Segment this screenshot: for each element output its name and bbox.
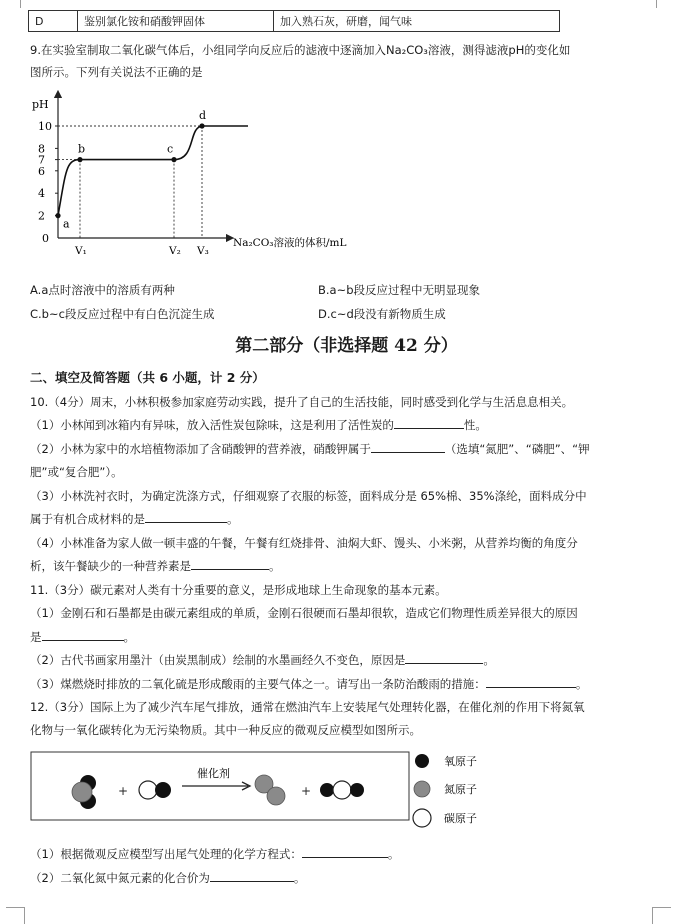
- answer-blank[interactable]: [302, 847, 388, 858]
- q10-p1-suffix: 性。: [463, 418, 487, 432]
- q10-p1-text: （1）小林闻到冰箱内有异味，放入活性炭包除味，这是利用了活性炭的: [30, 418, 394, 432]
- oxygen-atom-legend-icon: [415, 754, 429, 768]
- plus-sign: +: [301, 784, 312, 798]
- section-heading: 二、填空及简答题（共 6 小题，计 2 分）: [30, 370, 265, 385]
- answer-blank[interactable]: [394, 418, 464, 429]
- point-label-a: a: [63, 217, 70, 231]
- x-tick-label: V₃: [197, 245, 209, 257]
- q12-p1-text: （1）根据微观反应模型写出尾气处理的化学方程式：: [30, 847, 302, 861]
- q12-p2-suffix: 。: [293, 871, 306, 885]
- q10-part4: （4）小林准备为家人做一顿丰盛的午餐，午餐有红烧排骨、油焖大虾、馒头、小米粥，从营养均衡的角度分: [30, 536, 578, 550]
- y-tick-label: 4: [38, 187, 45, 201]
- q10-part2: [30, 441, 590, 457]
- carbon-atom-legend-icon: [413, 809, 431, 827]
- point-label-c: c: [167, 142, 174, 156]
- option-purpose: 鉴别氯化铵和硝酸钾固体: [78, 11, 274, 32]
- point-label-b: b: [78, 142, 86, 156]
- plus-sign: +: [118, 784, 129, 798]
- q12-stem-line1: 12.（3分）国际上为了减少汽车尾气排放，通常在燃油汽车上安装尾气处理转化器，在催化剂的作用下将氮氧: [30, 700, 585, 714]
- q10-p3-text: 属于有机合成材料的是: [30, 512, 145, 526]
- q11-part2: [30, 652, 495, 668]
- q11-p1-suffix: 。: [123, 630, 135, 644]
- q11-p2-text: （2）古代书画家用墨汁（由炭黑制成）绘制的水墨画经久不变色，原因是: [30, 653, 406, 667]
- q12-p1-suffix: 。: [387, 847, 400, 861]
- crop-mark: [6, 907, 25, 924]
- legend-nitrogen: 氮原子: [444, 783, 477, 796]
- answer-blank[interactable]: [191, 559, 269, 570]
- legend-oxygen: 氧原子: [444, 755, 477, 768]
- q11-stem: 11.（3分）碳元素对人类有十分重要的意义，是形成地球上生命现象的基本元素。: [30, 583, 447, 597]
- origin-label: 0: [42, 232, 49, 245]
- option-method: 加入熟石灰，研磨，闻气味: [274, 11, 560, 32]
- q10-part3: （3）小林洗衬衣时，为确定洗涤方式，仔细观察了衣服的标签，面料成分是 65%棉、35%涤纶，面料成分中: [30, 489, 587, 503]
- data-point-a: [55, 213, 60, 218]
- q11-p3-text: （3）煤燃烧时排放的二氧化硫是形成酸雨的主要气体之一。请写出一条防治酸雨的措施：: [30, 677, 486, 691]
- q12-part1: [30, 846, 399, 862]
- product-n2-molecule: [255, 775, 285, 805]
- q9-stem-line1: 9.在实验室制取二氧化碳气体后，小组同学向反应后的滤液中逐滴加入Na₂CO₃溶液，测得滤液pH的变化如: [30, 43, 571, 57]
- point-label-d: d: [199, 109, 207, 122]
- q10-part1: [30, 417, 487, 433]
- q12-part2: [30, 870, 305, 886]
- table-row: [29, 11, 560, 32]
- q9-stem-line2: 图所示。下列有关说法不正确的是: [30, 65, 203, 79]
- product-co2-molecule: [320, 781, 364, 799]
- q11-p1-text: 是: [30, 630, 42, 644]
- data-point-d: [199, 123, 204, 128]
- y-tick-label: 6: [38, 164, 45, 178]
- answer-blank[interactable]: [405, 653, 483, 664]
- q10-p4-text: 析，该午餐缺少的一种营养素是: [30, 559, 191, 573]
- x-axis-label: Na₂CO₃溶液的体积/mL: [233, 237, 347, 249]
- nitrogen-atom-legend-icon: [414, 781, 430, 797]
- y-tick-label: 2: [38, 209, 45, 223]
- data-point-b: [77, 157, 82, 162]
- answer-blank[interactable]: [42, 630, 124, 641]
- ph-series-line: [58, 126, 248, 216]
- q11-p3-suffix: 。: [575, 677, 588, 691]
- reaction-model-figure: [30, 744, 540, 834]
- y-tick-label: 8: [38, 142, 45, 156]
- answer-blank[interactable]: [210, 871, 294, 882]
- q10-part4-cont: [30, 558, 281, 574]
- q10-p4-suffix: 。: [269, 559, 281, 573]
- reactant-co-molecule: [139, 781, 171, 799]
- q12-stem-line2: 化物与一氧化碳转化为无污染物质。其中一种反应的微观反应模型如图所示。: [30, 723, 421, 737]
- q10-p3-suffix: 。: [227, 512, 239, 526]
- q9-option-b[interactable]: B.a~b段反应过程中无明显现象: [318, 283, 481, 297]
- q11-part3: [30, 676, 587, 692]
- y-tick-label: 10: [38, 120, 52, 133]
- q11-part1: （1）金刚石和石墨都是由碳元素组成的单质，金刚石很硬而石墨却很软，造成它们物理性质差异很大的原因: [30, 606, 578, 620]
- q10-part3-cont: [30, 511, 239, 527]
- legend-carbon: 碳原子: [444, 812, 477, 825]
- answer-blank[interactable]: [371, 442, 445, 453]
- x-tick-label: V₁: [75, 245, 87, 257]
- q11-part1-cont: [30, 629, 135, 645]
- y-axis-label: pH: [32, 98, 49, 111]
- crop-mark: [6, 0, 21, 8]
- answer-blank[interactable]: [145, 512, 227, 523]
- part-title: 第二部分（非选择题 42 分）: [235, 336, 458, 356]
- q9-option-a[interactable]: A.a点时溶液中的溶质有两种: [30, 283, 175, 297]
- answer-blank[interactable]: [486, 677, 576, 688]
- q10-part2-cont: 肥”或“复合肥”）。: [30, 465, 123, 479]
- reactant-no2-molecule: [72, 775, 96, 809]
- option-table: [28, 10, 560, 32]
- q10-p2-text: （2）小林为家中的水培植物添加了含硝酸钾的营养液，硝酸钾属于: [30, 442, 371, 456]
- q10-p2-choices: （选填“氮肥”、“磷肥”、“钾: [444, 442, 590, 456]
- q12-p2-text: （2）二氧化氮中氮元素的化合价为: [30, 871, 210, 885]
- option-letter: D: [29, 11, 78, 32]
- x-tick-label: V₂: [169, 245, 181, 257]
- ph-chart: [30, 88, 375, 268]
- q11-p2-suffix: 。: [483, 653, 495, 667]
- catalyst-label: 催化剂: [197, 767, 230, 780]
- q10-stem: 10.（4分）周末，小林积极参加家庭劳动实践，提升了自己的生活技能，同时感受到化学与生活息息相关。: [30, 395, 574, 409]
- crop-mark: [656, 0, 671, 8]
- crop-mark: [652, 907, 671, 924]
- q9-option-d[interactable]: D.c~d段没有新物质生成: [318, 307, 446, 321]
- y-tick-label: 7: [38, 153, 45, 167]
- q9-option-c[interactable]: C.b~c段反应过程中有白色沉淀生成: [30, 307, 215, 321]
- data-point-c: [171, 157, 176, 162]
